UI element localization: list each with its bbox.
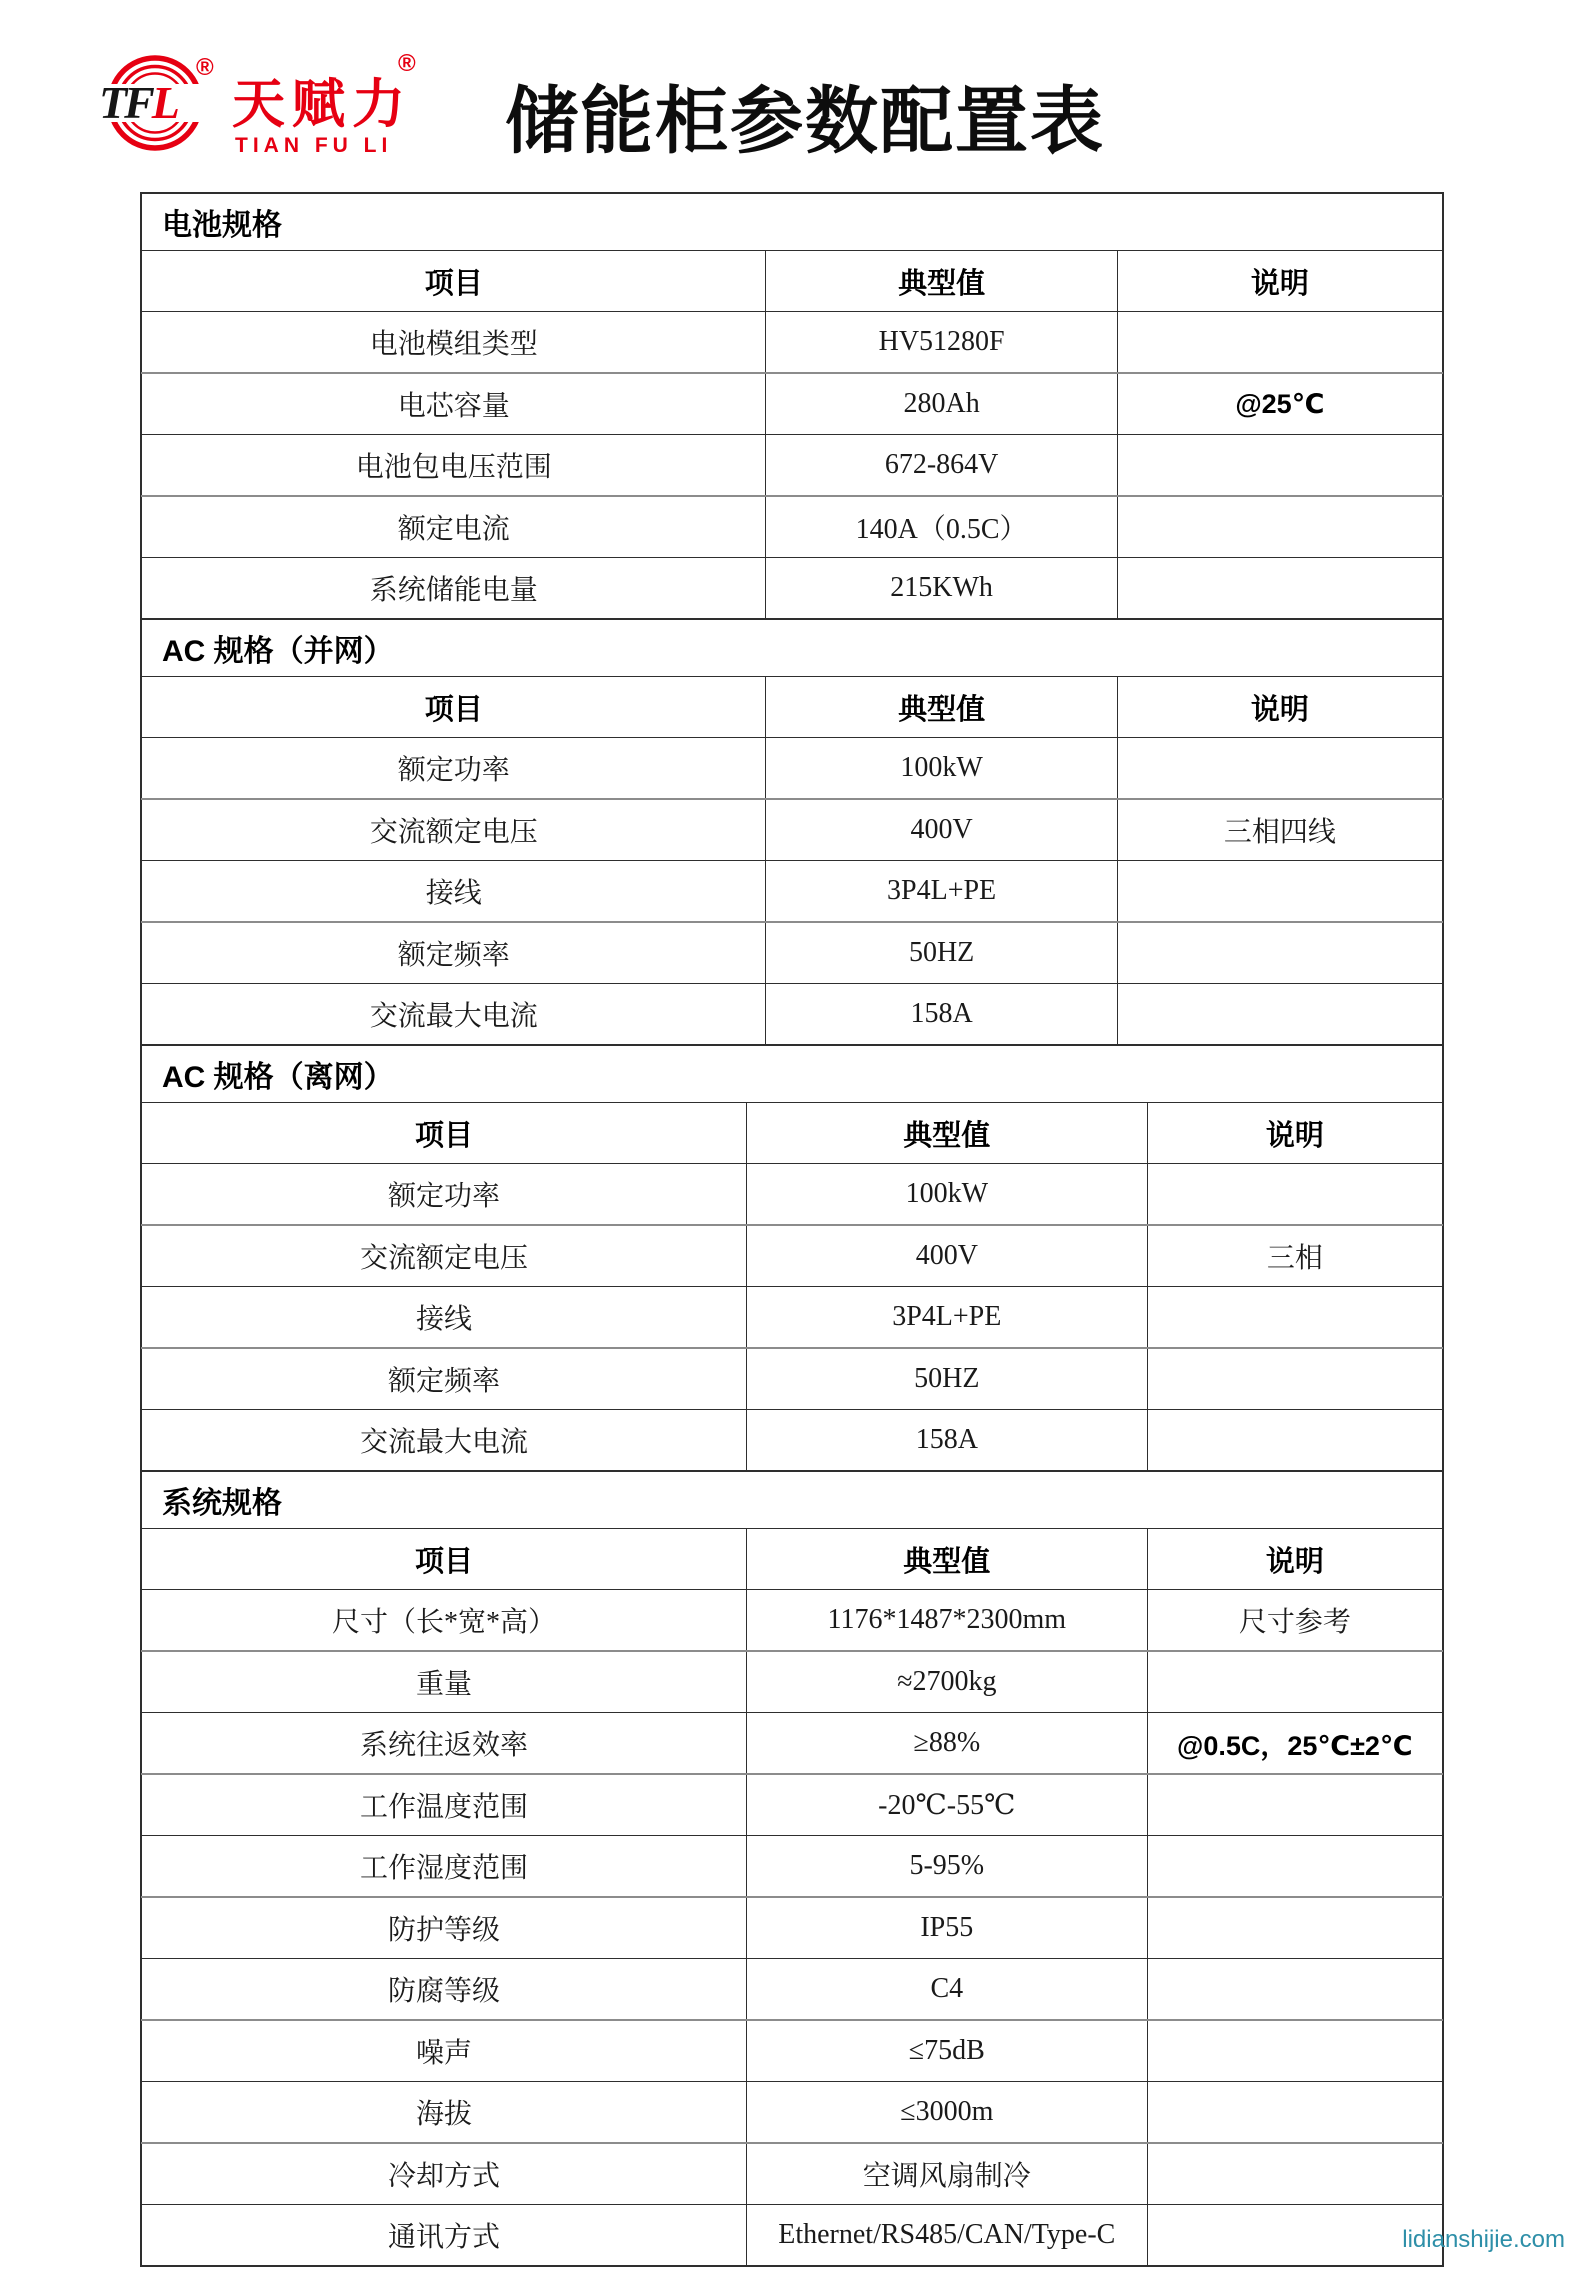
spec-row <box>142 2082 1443 2144</box>
section-title-row <box>142 194 1443 251</box>
section-title-row <box>142 1472 1443 1529</box>
spec-item-label: 额定频率 <box>142 1348 747 1410</box>
spec-item-label: 工作湿度范围 <box>142 1836 747 1898</box>
spec-item-note <box>1147 1959 1442 2021</box>
spec-item-label: 电芯容量 <box>142 373 766 435</box>
spec-item-value: C4 <box>746 1959 1147 2021</box>
spec-item-label: 交流最大电流 <box>142 984 766 1045</box>
registered-trademark-icon: ® <box>196 54 214 81</box>
spec-item-value: 158A <box>746 1410 1147 1471</box>
spec-item-note <box>1147 1774 1442 1836</box>
spec-item-value: ≈2700kg <box>746 1651 1147 1713</box>
spec-item-note <box>1117 312 1442 374</box>
spec-row <box>142 2205 1443 2266</box>
column-header: 典型值 <box>746 1529 1147 1590</box>
spec-row <box>142 1774 1443 1836</box>
spec-item-label: 电池模组类型 <box>142 312 766 374</box>
brand-name-en: TIAN FU LI <box>235 134 393 157</box>
spec-item-note <box>1117 738 1442 800</box>
spec-item-label: 海拔 <box>142 2082 747 2144</box>
section-title-row <box>142 1046 1443 1103</box>
spec-item-label: 重量 <box>142 1651 747 1713</box>
watermark-link[interactable]: lidianshijie.com <box>1402 2226 1565 2253</box>
spec-section-table <box>141 1045 1443 1471</box>
spec-item-label: 接线 <box>142 861 766 923</box>
spec-row <box>142 2143 1443 2205</box>
brand-name-cn: 天赋力 <box>232 75 412 134</box>
column-header: 说明 <box>1147 1103 1442 1164</box>
spec-item-label: 防护等级 <box>142 1897 747 1959</box>
spec-row <box>142 1651 1443 1713</box>
spec-item-value: 空调风扇制冷 <box>746 2143 1147 2205</box>
section-title: 电池规格 <box>142 194 1443 251</box>
spec-item-label: 通讯方式 <box>142 2205 747 2266</box>
spec-row <box>142 922 1443 984</box>
column-header-row <box>142 1103 1443 1164</box>
spec-row <box>142 738 1443 800</box>
spec-row <box>142 496 1443 558</box>
spec-row <box>142 1164 1443 1226</box>
spec-item-value: ≤3000m <box>746 2082 1147 2144</box>
spec-row <box>142 1897 1443 1959</box>
spec-item-value: 100kW <box>746 1164 1147 1226</box>
spec-item-label: 交流额定电压 <box>142 799 766 861</box>
spec-item-value: 280Ah <box>766 373 1117 435</box>
column-header: 说明 <box>1117 677 1442 738</box>
spec-item-note <box>1117 435 1442 497</box>
column-header: 项目 <box>142 251 766 312</box>
spec-item-value: 672-864V <box>766 435 1117 497</box>
spec-item-label: 接线 <box>142 1287 747 1349</box>
spec-item-label: 额定电流 <box>142 496 766 558</box>
section-title: AC 规格（并网） <box>142 620 1443 677</box>
spec-section-table <box>141 1471 1443 2266</box>
spec-item-value: HV51280F <box>766 312 1117 374</box>
spec-row <box>142 2020 1443 2082</box>
spec-item-label: 额定功率 <box>142 738 766 800</box>
spec-item-value: 400V <box>766 799 1117 861</box>
spec-item-value: -20℃-55℃ <box>746 1774 1147 1836</box>
spec-item-label: 交流额定电压 <box>142 1225 747 1287</box>
spec-item-value: IP55 <box>746 1897 1147 1959</box>
section-title-row <box>142 620 1443 677</box>
spec-item-value: 3P4L+PE <box>766 861 1117 923</box>
spec-item-note <box>1147 1348 1442 1410</box>
spec-item-note <box>1147 2082 1442 2144</box>
column-header: 说明 <box>1117 251 1442 312</box>
spec-item-label: 冷却方式 <box>142 2143 747 2205</box>
spec-item-value: 1176*1487*2300mm <box>746 1590 1147 1652</box>
spec-item-note <box>1147 1410 1442 1471</box>
spec-item-label: 交流最大电流 <box>142 1410 747 1471</box>
spec-item-value: 100kW <box>766 738 1117 800</box>
spec-item-label: 系统储能电量 <box>142 558 766 619</box>
spec-item-note <box>1147 2020 1442 2082</box>
column-header-row <box>142 1529 1443 1590</box>
column-header: 典型值 <box>766 251 1117 312</box>
spec-row <box>142 1590 1443 1652</box>
spec-row <box>142 1410 1443 1471</box>
spec-item-note: @25℃ <box>1117 373 1442 435</box>
spec-item-label: 防腐等级 <box>142 1959 747 2021</box>
spec-row <box>142 1836 1443 1898</box>
spec-item-note <box>1147 1836 1442 1898</box>
spec-section-table <box>141 193 1443 619</box>
spec-item-label: 电池包电压范围 <box>142 435 766 497</box>
spec-item-label: 工作温度范围 <box>142 1774 747 1836</box>
spec-row <box>142 373 1443 435</box>
spec-row <box>142 435 1443 497</box>
spec-row <box>142 1713 1443 1775</box>
spec-table <box>140 192 1444 2267</box>
spec-row <box>142 984 1443 1045</box>
spec-item-note: 尺寸参考 <box>1147 1590 1442 1652</box>
column-header: 典型值 <box>766 677 1117 738</box>
spec-item-value: 3P4L+PE <box>746 1287 1147 1349</box>
spec-item-note: 三相 <box>1147 1225 1442 1287</box>
spec-item-label: 系统往返效率 <box>142 1713 747 1775</box>
spec-item-value: 215KWh <box>766 558 1117 619</box>
spec-item-label: 额定功率 <box>142 1164 747 1226</box>
column-header: 典型值 <box>746 1103 1147 1164</box>
column-header: 项目 <box>142 1103 747 1164</box>
spec-item-value: 50HZ <box>766 922 1117 984</box>
spec-row <box>142 1348 1443 1410</box>
spec-item-note: @0.5C，25℃±2℃ <box>1147 1713 1442 1775</box>
spec-item-note <box>1147 1897 1442 1959</box>
section-title: 系统规格 <box>142 1472 1443 1529</box>
spec-row <box>142 1287 1443 1349</box>
spec-item-value: 158A <box>766 984 1117 1045</box>
spec-item-note <box>1117 861 1442 923</box>
spec-item-label: 尺寸（长*宽*高） <box>142 1590 747 1652</box>
spec-item-note <box>1117 984 1442 1045</box>
brand-monogram: TFL <box>99 77 177 128</box>
section-title: AC 规格（离网） <box>142 1046 1443 1103</box>
spec-item-note <box>1147 2143 1442 2205</box>
spec-item-note <box>1147 1164 1442 1226</box>
spec-item-label: 噪声 <box>142 2020 747 2082</box>
spec-item-value: 50HZ <box>746 1348 1147 1410</box>
spec-item-value: 400V <box>746 1225 1147 1287</box>
spec-item-note <box>1147 2205 1442 2266</box>
spec-row <box>142 312 1443 374</box>
column-header: 说明 <box>1147 1529 1442 1590</box>
spec-row <box>142 799 1443 861</box>
spec-item-label: 额定频率 <box>142 922 766 984</box>
column-header-row <box>142 251 1443 312</box>
spec-item-note <box>1117 922 1442 984</box>
spec-item-note <box>1117 558 1442 619</box>
page-title: 储能柜参数配置表 <box>505 81 1105 162</box>
brand-logo-icon <box>75 48 255 160</box>
spec-item-note <box>1147 1651 1442 1713</box>
spec-item-note <box>1117 496 1442 558</box>
spec-item-note <box>1147 1287 1442 1349</box>
spec-item-value: ≥88% <box>746 1713 1147 1775</box>
spec-row <box>142 558 1443 619</box>
spec-row <box>142 1959 1443 2021</box>
column-header: 项目 <box>142 677 766 738</box>
column-header: 项目 <box>142 1529 747 1590</box>
spec-item-value: Ethernet/RS485/CAN/Type-C <box>746 2205 1147 2266</box>
spec-row <box>142 1225 1443 1287</box>
spec-row <box>142 861 1443 923</box>
column-header-row <box>142 677 1443 738</box>
spec-section-table <box>141 619 1443 1045</box>
spec-item-value: 140A（0.5C） <box>766 496 1117 558</box>
spec-item-value: 5-95% <box>746 1836 1147 1898</box>
spec-item-value: ≤75dB <box>746 2020 1147 2082</box>
registered-trademark-icon: ® <box>398 50 416 77</box>
spec-item-note: 三相四线 <box>1117 799 1442 861</box>
